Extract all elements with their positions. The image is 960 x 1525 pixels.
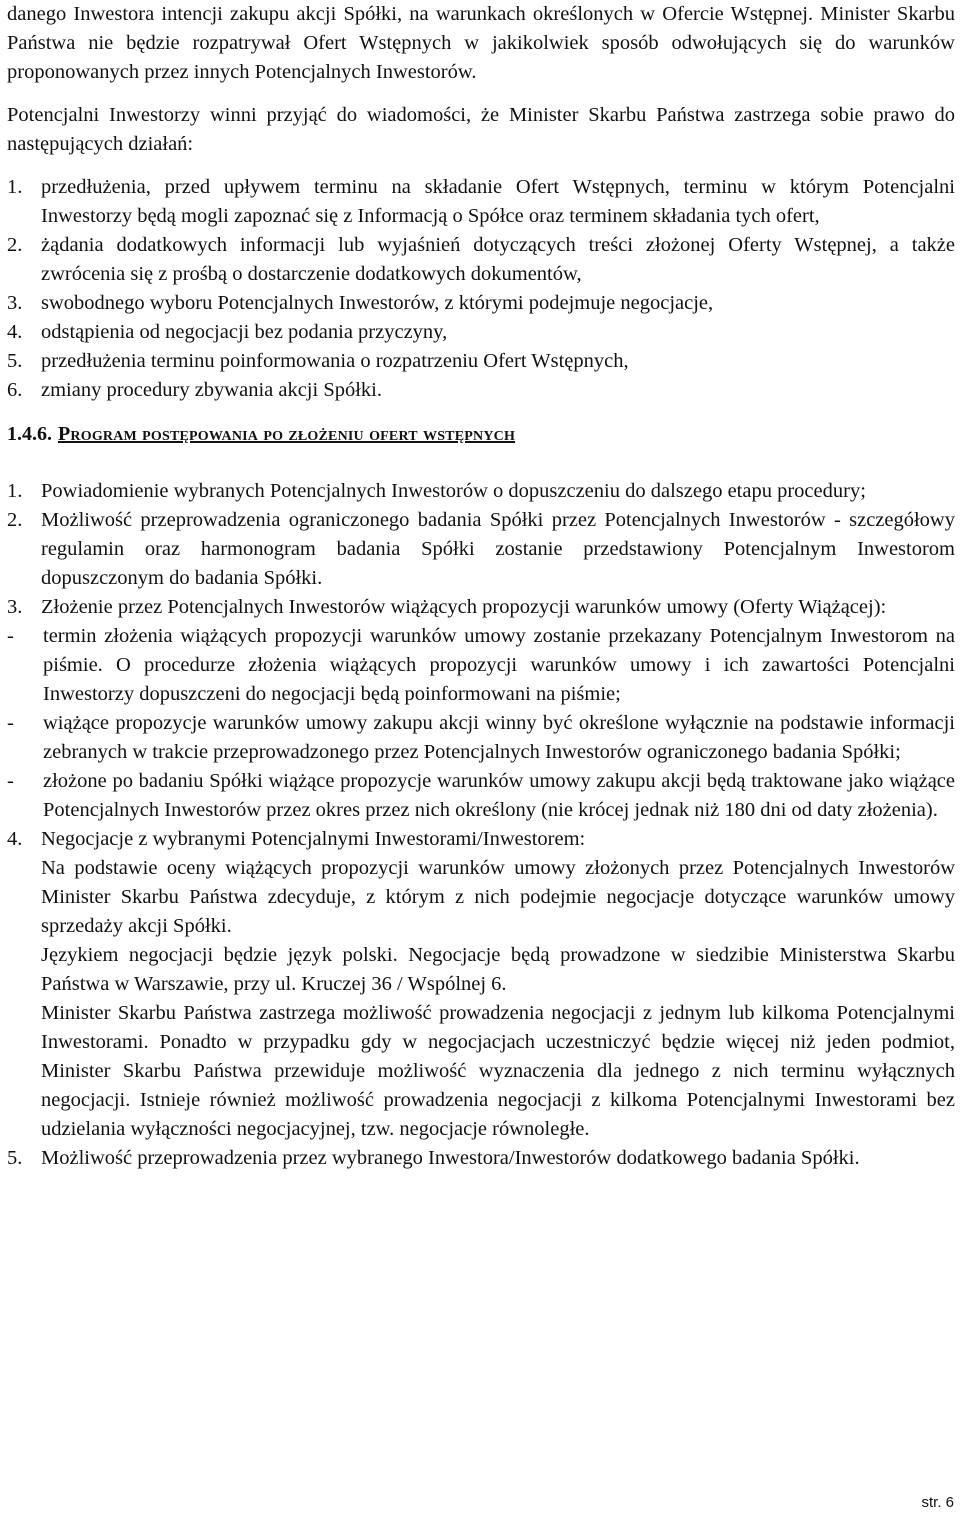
list-text: Złożenie przez Potencjalnych Inwestorów wiążących propozycji warunków umowy (Oferty Wiążącej): xyxy=(41,596,887,618)
list-number: 1. xyxy=(7,480,23,502)
section-number: 1.4.6. xyxy=(7,423,52,445)
rights-list-item xyxy=(7,231,955,289)
dash-text: wiążące propozycje warunków umowy zakupu akcji winny być określone wyłącznie na podstawie informacji zebranych w trakcie przeprowadzonego przez Potencjalnych Inwestorów ograniczonego badania Spółki; xyxy=(43,712,955,763)
list-text: przedłużenia terminu poinformowania o rozpatrzeniu Ofert Wstępnych, xyxy=(41,350,629,372)
procedure-item xyxy=(7,1144,955,1173)
list-text: Możliwość przeprowadzenia przez wybranego Inwestora/Inwestorów dodatkowego badania Spółki. xyxy=(41,1147,860,1169)
dash-text: złożone po badaniu Spółki wiążące propozycje warunków umowy zakupu akcji będą traktowane jako wiążące Potencjalnych Inwestorów przez okres przez nich określony (nie krócej jednak niż 180 dni od daty złożenia). xyxy=(43,770,955,821)
dash-item xyxy=(7,767,955,825)
list-text: Negocjacje z wybranymi Potencjalnymi Inwestorami/Inwestorem: xyxy=(41,828,586,850)
list-number: 3. xyxy=(7,292,23,314)
list-number: 4. xyxy=(7,828,23,850)
list-text: odstąpienia od negocjacji bez podania przyczyny, xyxy=(41,321,448,343)
procedure-item xyxy=(7,506,955,593)
section-title: Program postępowania po złożeniu ofert wstępnych xyxy=(58,423,516,445)
negotiation-paragraph: Na podstawie oceny wiążących propozycji warunków umowy złożonych przez Potencjalnych Inwestorów Minister Skarbu Państwa zdecyduje, z którym z nich podejmie negocjacje dotyczące warunków umowy sprzedaży akcji Spółki. xyxy=(41,857,955,937)
rights-list-item xyxy=(7,173,955,231)
list-text: żądania dodatkowych informacji lub wyjaśnień dotyczących treści złożonej Oferty Wstępnej, a także zwrócenia się z prośbą o dostarczenie dodatkowych dokumentów, xyxy=(41,234,955,285)
dash-item xyxy=(7,622,955,709)
list-number: 3. xyxy=(7,596,23,618)
list-number: 2. xyxy=(7,234,23,256)
page-number: str. 6 xyxy=(921,1494,954,1511)
negotiation-paragraph: Językiem negocjacji będzie język polski. Negocjacje będą prowadzone w siedzibie Ministerstwa Skarbu Państwa w Warszawie, przy ul. Kruczej 36 / Wspólnej 6. xyxy=(41,944,955,995)
document-page xyxy=(7,0,955,1173)
rights-list-item xyxy=(7,289,955,318)
list-number: 2. xyxy=(7,509,23,531)
dash-item xyxy=(7,709,955,767)
list-number: 1. xyxy=(7,176,23,198)
rights-list-item xyxy=(7,318,955,347)
list-text: swobodnego wyboru Potencjalnych Inwestorów, z którymi podejmuje negocjacje, xyxy=(41,292,714,314)
rights-list-item xyxy=(7,376,955,405)
procedure-item xyxy=(7,593,955,622)
list-number: 6. xyxy=(7,379,23,401)
list-number: 5. xyxy=(7,1147,23,1169)
dash-marker: - xyxy=(7,712,14,734)
dash-marker: - xyxy=(7,770,14,792)
dash-marker: - xyxy=(7,625,14,647)
section-heading xyxy=(7,420,955,449)
rights-list xyxy=(7,173,955,405)
procedure-item xyxy=(7,825,955,854)
dash-text: termin złożenia wiążących propozycji warunków umowy zostanie przekazany Potencjalnym Inwestorom na piśmie. O procedurze złożenia wiążących propozycji warunków umowy i ich zawartości Potencjalni Inwestorzy dopuszczeni do negocjacji będą poinformowani na piśmie; xyxy=(43,625,955,705)
negotiation-paragraph: Minister Skarbu Państwa zastrzega możliwość prowadzenia negocjacji z jednym lub kilkoma Potencjalnymi Inwestorami. Ponadto w przypadku gdy w negocjacjach uczestniczyć będzie więcej niż jeden podmiot, Minister Skarbu Państwa przewiduje możliwość wyznaczenia dla jednego z nich terminu wyłącznych negocjacji. Istnieje również możliwość prowadzenia negocjacji z kilkoma Potencjalnymi Inwestorami bez udzielania wyłączności negocjacyjnej, tzw. negocjacje równoległe. xyxy=(41,1002,955,1140)
list-number: 4. xyxy=(7,321,23,343)
list-text: Powiadomienie wybranych Potencjalnych Inwestorów o dopuszczeniu do dalszego etapu procedury; xyxy=(41,480,866,502)
procedure-list xyxy=(7,477,955,1173)
list-text: zmiany procedury zbywania akcji Spółki. xyxy=(41,379,382,401)
list-text: Możliwość przeprowadzenia ograniczonego badania Spółki przez Potencjalnych Inwestorów - szczegółowy regulamin oraz harmonogram badania Spółki zostanie przedstawiony Potencjalnym Inwestorom dopuszczonym do badania Spółki. xyxy=(41,509,955,589)
list-number: 5. xyxy=(7,350,23,372)
rights-list-item xyxy=(7,347,955,376)
intro-paragraph: danego Inwestora intencji zakupu akcji Spółki, na warunkach określonych w Ofercie Wstępnej. Minister Skarbu Państwa nie będzie rozpatrywał Ofert Wstępnych w jakikolwiek sposób odwołujących się do warunków proponowanych przez innych Potencjalnych Inwestorów. xyxy=(7,3,955,83)
rights-intro-paragraph: Potencjalni Inwestorzy winni przyjąć do wiadomości, że Minister Skarbu Państwa zastrzega sobie prawo do następujących działań: xyxy=(7,104,955,155)
procedure-item xyxy=(7,477,955,506)
list-text: przedłużenia, przed upływem terminu na składanie Ofert Wstępnych, terminu w którym Potencjalni Inwestorzy będą mogli zapoznać się z Informacją o Spółce oraz terminem składania tych ofert, xyxy=(41,176,955,227)
